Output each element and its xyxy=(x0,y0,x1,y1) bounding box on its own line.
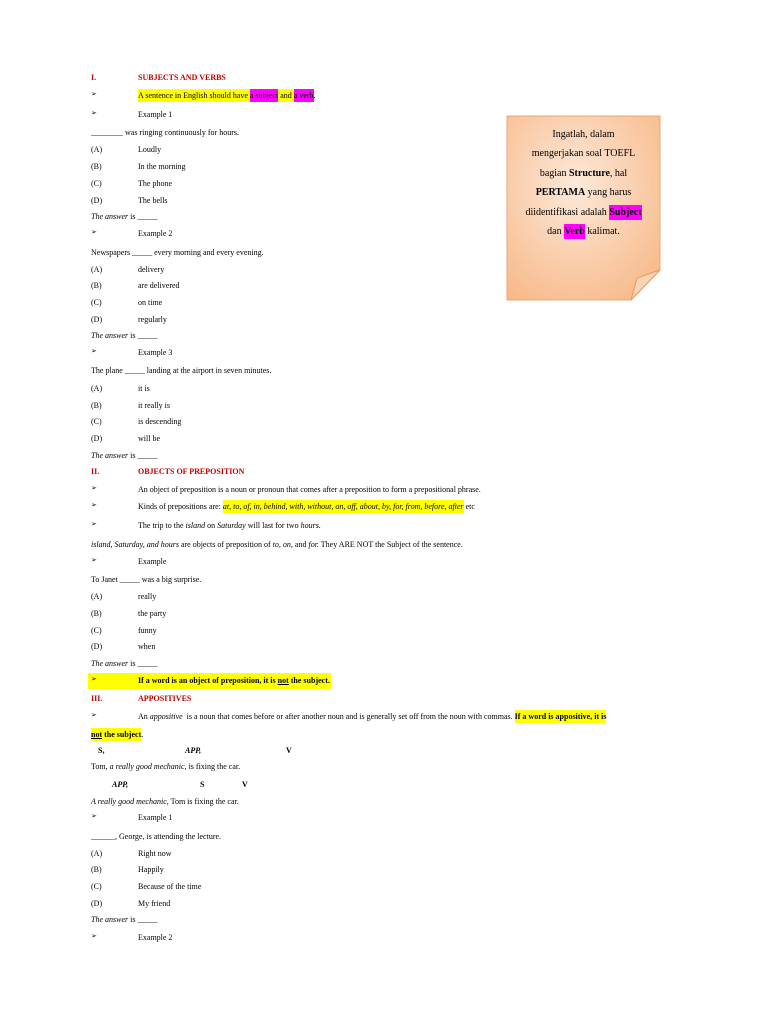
arrow-bullet-icon: ➢ xyxy=(91,484,97,492)
option-text: Loudly xyxy=(138,145,162,154)
option-letter: (C) xyxy=(91,179,102,188)
option-letter: (B) xyxy=(91,162,102,171)
example-label: Example 1 xyxy=(138,110,173,119)
option-text: is descending xyxy=(138,417,182,426)
option-text: delivery xyxy=(138,265,165,274)
option-row xyxy=(91,881,201,893)
note-line: Ingatlah, dalam xyxy=(552,129,615,140)
note-line xyxy=(507,186,660,200)
question-sentence: To Janet _____ was a big surprise. xyxy=(91,575,202,584)
definition-text: is a noun that comes before or after another noun and is generally set off from the noun with commas. xyxy=(182,712,515,721)
question-sentence: Newspapers _____ every morning and every evening. xyxy=(91,248,264,257)
answer-label: The answer xyxy=(91,331,129,340)
option-text: In the morning xyxy=(138,162,186,171)
option-row xyxy=(91,195,168,207)
sample-object: island xyxy=(185,521,206,530)
option-text: Happily xyxy=(138,865,164,874)
section-number: III. xyxy=(91,694,103,703)
answer-line xyxy=(91,330,157,342)
option-row xyxy=(91,641,155,653)
question-sentence: The plane _____ landing at the airport in seven minutes. xyxy=(91,366,272,375)
answer-line xyxy=(91,658,157,670)
preposition-definition xyxy=(91,484,481,496)
answer-label: The answer xyxy=(91,659,129,668)
option-letter: (C) xyxy=(91,626,102,635)
option-text: regularly xyxy=(138,315,167,324)
option-letter: (A) xyxy=(91,145,103,154)
option-text: My friend xyxy=(138,899,171,908)
example-heading xyxy=(91,228,172,240)
option-letter: (A) xyxy=(91,592,103,601)
explanation-prepositions: to, on, xyxy=(272,540,295,549)
option-row xyxy=(91,416,181,428)
sticky-note xyxy=(506,115,662,302)
rule-period: . xyxy=(313,91,316,100)
question-sentence: ________ was ringing continuously for hours. xyxy=(91,128,239,137)
example-heading xyxy=(91,556,166,568)
arrow-bullet-icon: ➢ xyxy=(91,501,97,509)
option-text: the party xyxy=(138,609,167,618)
option-text: The bells xyxy=(138,196,168,205)
definition-text: An xyxy=(138,712,150,721)
sample-text: , Tom is fixing the car. xyxy=(166,797,239,806)
sample-text: will last for two xyxy=(245,521,301,530)
option-text: when xyxy=(138,642,156,651)
sample-appositive: A really good mechanic xyxy=(91,797,167,806)
option-text: really xyxy=(138,592,157,601)
arrow-bullet-icon: ➢ xyxy=(91,347,97,355)
arrow-bullet-icon: ➢ xyxy=(91,228,97,236)
option-text: Because of the time xyxy=(138,882,202,891)
example-label: Example xyxy=(138,557,167,566)
note-text: yang harus xyxy=(585,187,632,198)
rule-emphasis: not xyxy=(277,676,289,685)
answer-line xyxy=(91,914,157,926)
option-letter: (B) xyxy=(91,609,102,618)
answer-label: The answer xyxy=(91,212,129,221)
explanation-prepositions: for. xyxy=(308,540,319,549)
option-letter: (A) xyxy=(91,384,103,393)
pattern-tag-verb: V xyxy=(286,746,292,755)
answer-blank: is _____ xyxy=(128,451,158,460)
sample-text: The trip to the xyxy=(138,521,186,530)
subject-verb-rule xyxy=(91,90,316,102)
pattern-tag-subject: S xyxy=(200,780,205,789)
option-letter: (B) xyxy=(91,865,102,874)
note-line xyxy=(507,167,660,181)
option-letter: (C) xyxy=(91,298,102,307)
sample-text: on xyxy=(205,521,218,530)
option-row xyxy=(91,280,180,292)
note-text: diidentifikasi adalah xyxy=(525,207,610,218)
sample-appositive: a really good mechanic xyxy=(109,762,185,771)
option-text: on time xyxy=(138,298,163,307)
option-text: are delivered xyxy=(138,281,180,290)
note-text: bagian xyxy=(539,168,569,179)
option-letter: (B) xyxy=(91,281,102,290)
option-letter: (D) xyxy=(91,899,103,908)
sample-text: , is fixing the car. xyxy=(184,762,241,771)
question-sentence: ______, George, is attending the lecture. xyxy=(91,832,222,841)
option-row xyxy=(91,178,172,190)
kinds-list-highlight: at, to, of, in, behind, with, without, on, off, about, by, for, from, before, after xyxy=(222,502,464,511)
note-text: , hal xyxy=(609,168,628,179)
option-letter: (B) xyxy=(91,401,102,410)
note-bold-term: Structure xyxy=(569,168,610,179)
option-row xyxy=(91,625,157,637)
appositive-rule-highlight: the subject xyxy=(102,730,142,739)
answer-blank: is _____ xyxy=(128,659,158,668)
option-row xyxy=(91,264,164,276)
option-text: Right now xyxy=(138,849,172,858)
arrow-bullet-icon: ➢ xyxy=(91,109,97,117)
option-text: will be xyxy=(138,434,160,443)
note-subject-highlight: Subject xyxy=(609,207,642,218)
option-row xyxy=(91,591,156,603)
note-text: kalimat. xyxy=(584,226,620,237)
appositive-definition xyxy=(91,711,606,723)
option-letter: (D) xyxy=(91,196,103,205)
answer-blank: is _____ xyxy=(128,212,158,221)
pattern-tag-appositive: APP, xyxy=(112,780,129,789)
option-row xyxy=(91,144,161,156)
option-row xyxy=(91,314,167,326)
rule-period: . xyxy=(141,730,144,739)
example-heading xyxy=(91,347,172,359)
arrow-bullet-icon: ➢ xyxy=(91,520,97,528)
option-text: it is xyxy=(138,384,150,393)
note-bold-term: PERTAMA xyxy=(535,187,586,198)
section-number: I. xyxy=(91,73,97,82)
option-row xyxy=(91,864,164,876)
option-row xyxy=(91,400,170,412)
section-3-heading xyxy=(91,693,191,705)
option-row xyxy=(91,297,162,309)
note-verb-highlight: Verb xyxy=(564,226,585,237)
object-of-preposition-rule xyxy=(88,673,331,689)
sample-text: Tom, xyxy=(91,762,110,771)
answer-line xyxy=(91,450,157,462)
option-letter: (D) xyxy=(91,434,103,443)
section-title: APPOSITIVES xyxy=(138,694,192,703)
pattern-tag-verb: V xyxy=(242,780,248,789)
option-letter: (D) xyxy=(91,315,103,324)
option-row xyxy=(91,383,150,395)
example-label: Example 2 xyxy=(138,229,173,238)
example-heading xyxy=(91,932,172,944)
option-row xyxy=(91,433,160,445)
preposition-sample-sentence xyxy=(91,520,321,532)
option-letter: (A) xyxy=(91,265,103,274)
option-letter: (D) xyxy=(91,642,103,651)
preposition-explanation xyxy=(91,539,463,551)
option-text: The phone xyxy=(138,179,172,188)
definition-term: appositive xyxy=(149,712,183,721)
rule-verb-highlight: a verb xyxy=(293,91,314,100)
rule-and: and xyxy=(278,91,294,100)
note-line: mengerjakan soal TOEFL xyxy=(531,148,636,159)
example-label: Example 1 xyxy=(138,813,173,822)
option-row xyxy=(91,898,170,910)
option-row xyxy=(91,848,172,860)
option-text: it really is xyxy=(138,401,170,410)
pattern-tag-subject: S, xyxy=(98,746,105,755)
arrow-bullet-icon: ➢ xyxy=(91,90,97,98)
note-line xyxy=(507,206,660,220)
rule-text: the subject. xyxy=(288,676,330,685)
definition-text: An object of preposition is a noun or pronoun that comes after a preposition to form a prepositional phrase. xyxy=(138,485,481,494)
appositive-sample-1 xyxy=(91,761,240,773)
example-heading xyxy=(91,812,172,824)
rule-text: If a word is an object of preposition, it is xyxy=(138,676,278,685)
arrow-bullet-icon: ➢ xyxy=(91,675,97,683)
answer-label: The answer xyxy=(91,915,129,924)
section-1-heading xyxy=(91,72,226,84)
sample-object: Saturday xyxy=(217,521,246,530)
arrow-bullet-icon: ➢ xyxy=(91,812,97,820)
appositive-rule-continuation xyxy=(91,729,143,741)
pattern-tag-appositive: APP, xyxy=(185,746,202,755)
answer-line xyxy=(91,211,157,223)
option-letter: (A) xyxy=(91,849,103,858)
example-label: Example 3 xyxy=(138,348,173,357)
example-heading xyxy=(91,109,172,121)
note-line xyxy=(507,225,660,239)
option-letter: (C) xyxy=(91,882,102,891)
explanation-text: and xyxy=(294,540,309,549)
arrow-bullet-icon: ➢ xyxy=(91,556,97,564)
section-2-heading xyxy=(91,466,244,478)
explanation-text: are objects of preposition of xyxy=(178,540,273,549)
appositive-rule-highlight: If a word is appositive, it is xyxy=(514,712,607,721)
answer-blank: is _____ xyxy=(128,915,158,924)
explanation-objects: island, Saturday, and hours xyxy=(91,540,179,549)
answer-label: The answer xyxy=(91,451,129,460)
arrow-bullet-icon: ➢ xyxy=(91,932,97,940)
explanation-text: They ARE NOT the Subject of the sentence. xyxy=(318,540,463,549)
preposition-kinds xyxy=(91,501,475,513)
kinds-etc: etc xyxy=(463,502,475,511)
example-label: Example 2 xyxy=(138,933,173,942)
rule-emphasis: not xyxy=(91,730,103,739)
option-text: funny xyxy=(138,626,157,635)
rule-text: A sentence in English should have xyxy=(138,91,250,100)
section-number: II. xyxy=(91,467,100,476)
rule-subject-highlight: a subject xyxy=(249,91,279,100)
sample-object: hours. xyxy=(300,521,321,530)
section-title: SUBJECTS AND VERBS xyxy=(138,73,226,82)
answer-blank: is _____ xyxy=(128,331,158,340)
note-text: dan xyxy=(547,226,565,237)
option-row xyxy=(91,161,186,173)
option-row xyxy=(91,608,166,620)
arrow-bullet-icon: ➢ xyxy=(91,711,97,719)
option-letter: (C) xyxy=(91,417,102,426)
section-title: OBJECTS OF PREPOSITION xyxy=(138,467,245,476)
appositive-sample-2 xyxy=(91,796,239,808)
kinds-intro: Kinds of prepositions are: xyxy=(138,502,223,511)
